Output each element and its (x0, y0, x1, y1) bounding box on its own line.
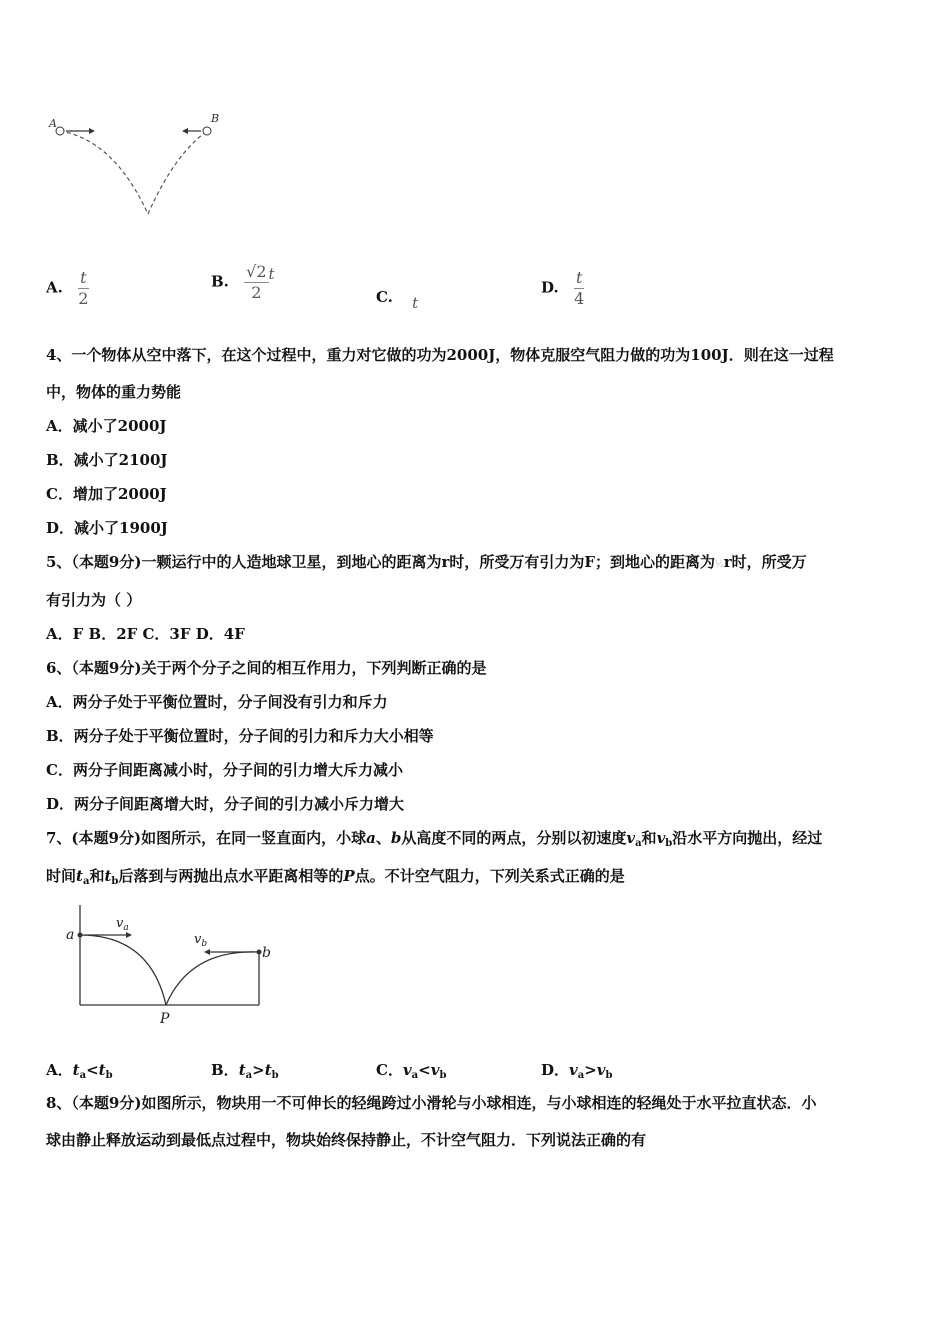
q5-small-fraction: ½ (715, 560, 724, 570)
fig-label-P: P (160, 1011, 170, 1027)
q7-stem-line1: 7、(本题9分)如图所示，在同一竖直面内，小球a、b从高度不同的两点，分别以初速度$v_a$和$v_b$沿水平方向抛出，经过 (46, 829, 823, 849)
q3-option-a[interactable]: A. $\frac{t}{2}$ (46, 268, 89, 308)
q5-options[interactable]: A．F B．2F C．3F D．4F (46, 625, 245, 643)
q6-option-d[interactable]: D．两分子间距离增大时，分子间的引力减小斥力增大 (46, 795, 405, 813)
q7-option-a[interactable]: A．$t_a<t_b$ (46, 1061, 113, 1081)
q4-option-d[interactable]: D．减小了1900J (46, 519, 168, 537)
ball-b (203, 127, 211, 135)
q6-option-b[interactable]: B．两分子处于平衡位置时，分子间的引力和斥力大小相等 (46, 727, 434, 745)
q4-option-c[interactable]: C．增加了2000J (46, 485, 167, 503)
q4-stem-line1: 4、一个物体从空中落下，在这个过程中，重力对它做的功为2000J，物体克服空气阻力做的功为100J．则在这一过程 (46, 346, 834, 364)
path-a (60, 131, 148, 214)
q8-stem-line2: 球由静止释放运动到最低点过程中，物块始终保持静止，不计空气阻力．下列说法正确的有 (46, 1131, 647, 1149)
fig-label-vb: $v_b$ (194, 932, 208, 949)
label-b: B (211, 112, 220, 125)
q5-stem-line1: 5、（本题9分)一颗运行中的人造地球卫星，到地心的距离为r时，所受万有引力为F；到地心的距离为½r时，所受万 (46, 553, 807, 571)
q6-option-c[interactable]: C．两分子间距离减小时，分子间的引力增大斥力减小 (46, 761, 403, 779)
figure-projectile-ab (44, 110, 224, 220)
trajectory-b (166, 952, 259, 1005)
q4-option-a[interactable]: A．减小了2000J (46, 417, 167, 435)
label-a: A (49, 117, 57, 130)
ball-a (56, 127, 64, 135)
q3-option-d[interactable]: D. $\frac{t}{4}$ (541, 268, 585, 308)
q7-option-b[interactable]: B．$t_a>t_b$ (211, 1061, 279, 1081)
figure-projectile-ap-bp (60, 905, 285, 1030)
q4-option-b[interactable]: B．减小了2100J (46, 451, 168, 469)
fig-label-va: $v_a$ (116, 916, 129, 933)
q6-option-a[interactable]: A．两分子处于平衡位置时，分子间没有引力和斥力 (46, 693, 388, 711)
point-b (257, 950, 262, 955)
q8-stem-line1: 8、（本题9分)如图所示，物块用一不可伸长的轻绳跨过小滑轮与小球相连，与小球相连的轻绳处于水平拉直状态．小 (46, 1094, 817, 1112)
trajectory-a (80, 935, 166, 1005)
q5-stem-line2: 有引力为（ ） (46, 591, 142, 609)
q4-stem-line2: 中，物体的重力势能 (46, 383, 182, 401)
q3-option-b[interactable]: B. $\frac{√2}{2}$ t (211, 262, 275, 302)
q3-option-c[interactable]: C. t (376, 288, 419, 312)
fig-label-b: b (262, 945, 271, 961)
path-b (148, 131, 207, 214)
fig-label-a: a (66, 927, 75, 943)
q7-option-c[interactable]: C．$v_a<v_b$ (376, 1061, 447, 1081)
q7-option-d[interactable]: D．$v_a>v_b$ (541, 1061, 613, 1081)
q7-stem-line2: 时间$t_a$和$t_b$后落到与两抛出点水平距离相等的P点。不计空气阻力，下列关系式正确的是 (46, 867, 625, 887)
q6-stem: 6、（本题9分)关于两个分子之间的相互作用力，下列判断正确的是 (46, 659, 487, 677)
point-a (78, 933, 83, 938)
